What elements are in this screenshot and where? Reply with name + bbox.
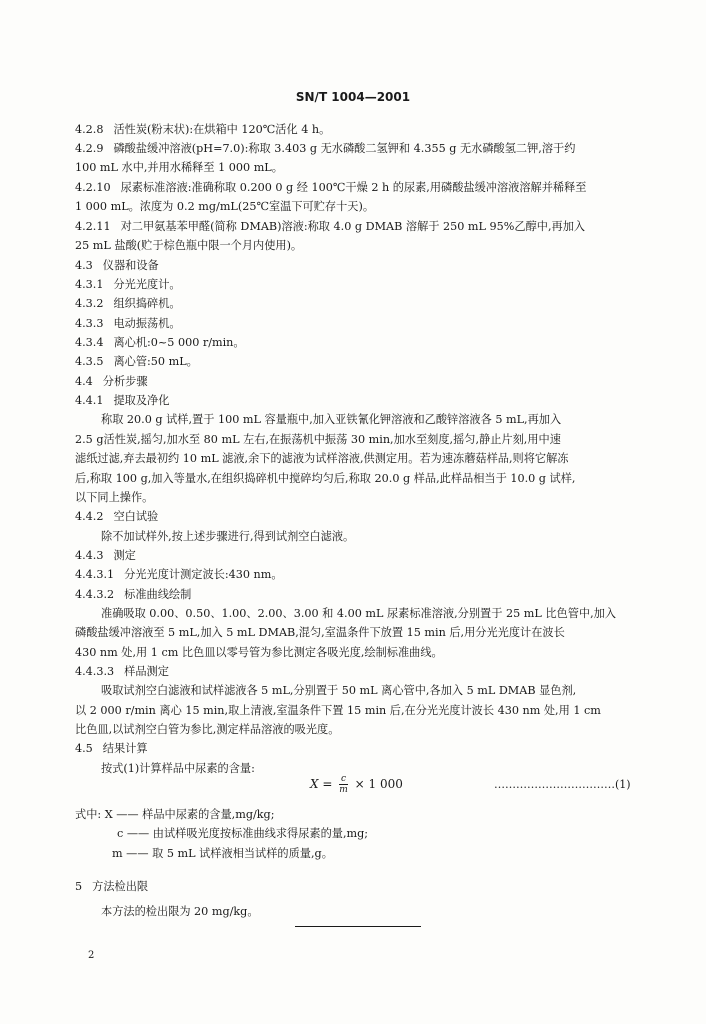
clause-4-2-11: 4.2.11 对二甲氨基苯甲醛(简称 DMAB)溶液:称取 4.0 g DMAB 溶解于 250 mL 95%乙醇中,再加入 xyxy=(75,220,586,233)
clause-4-4-3: 4.4.3 测定 xyxy=(75,549,136,562)
clause-4-3-4: 4.3.4 离心机:0~5 000 r/min。 xyxy=(75,336,245,349)
paragraph-line: 吸取试剂空白滤液和试样滤液各 5 mL,分别置于 50 mL 离心管中,各加入 5 mL DMAB 显色剂, xyxy=(101,684,577,697)
clause-4-4-1: 4.4.1 提取及净化 xyxy=(75,394,170,407)
equation-number: ……………………………(1) xyxy=(494,778,631,791)
paragraph-line: 后,称取 100 g,加入等量水,在组织捣碎机中搅碎均匀后,称取 20.0 g 样品,此样品相当于 10.0 g 试样, xyxy=(75,472,576,485)
paragraph-line: 磷酸盐缓冲溶液至 5 mL,加入 5 mL DMAB,混匀,室温条件下放置 15 min 后,用分光光度计在波长 xyxy=(75,626,565,639)
text-line: 1 000 mL。浓度为 0.2 mg/mL(25℃室温下可贮存十天)。 xyxy=(75,200,375,213)
variable-definition-c: c —— 由试样吸光度按标准曲线求得尿素的量,mg; xyxy=(117,827,369,840)
clause-4-2-8: 4.2.8 活性炭(粉末状):在烘箱中 120℃活化 4 h。 xyxy=(75,123,331,136)
formula-lhs: X = xyxy=(310,777,333,791)
formula-denominator: m xyxy=(339,785,348,795)
formula-1 xyxy=(310,774,403,795)
clause-4-4-3-3: 4.4.3.3 样品测定 xyxy=(75,665,169,678)
paragraph-line: 430 nm 处,用 1 cm 比色皿以零号管为参比测定各吸光度,绘制标准曲线。 xyxy=(75,646,443,659)
end-rule xyxy=(295,926,421,927)
clause-4-3-3: 4.3.3 电动振荡机。 xyxy=(75,317,181,330)
paragraph-line: 本方法的检出限为 20 mg/kg。 xyxy=(101,905,259,918)
section-4-5-heading: 4.5 结果计算 xyxy=(75,742,148,755)
formula-rhs: × 1 000 xyxy=(354,777,403,791)
standard-code-header: SN/T 1004—2001 xyxy=(295,90,411,104)
formula-numerator: c xyxy=(341,774,347,784)
paragraph-line: 以 2 000 r/min 离心 15 min,取上清液,室温条件下置 15 min 后,在分光光度计波长 430 nm 处,用 1 cm xyxy=(75,704,601,717)
clause-4-4-3-1: 4.4.3.1 分光光度计测定波长:430 nm。 xyxy=(75,568,283,581)
section-4-4-heading: 4.4 分析步骤 xyxy=(75,375,148,388)
paragraph-line: 称取 20.0 g 试样,置于 100 mL 容量瓶中,加入亚铁氰化钾溶液和乙酸锌溶液各 5 mL,再加入 xyxy=(101,413,562,426)
variable-definition-m: m —— 取 5 mL 试样液相当试样的质量,g。 xyxy=(112,847,333,860)
paragraph-line: 除不加试样外,按上述步骤进行,得到试剂空白滤液。 xyxy=(101,530,355,543)
clause-4-4-2: 4.4.2 空白试验 xyxy=(75,510,159,523)
clause-4-2-9: 4.2.9 磷酸盐缓冲溶液(pH=7.0):称取 3.403 g 无水磷酸二氢钾和 4.355 g 无水磷酸氢二钾,溶于约 xyxy=(75,142,576,155)
formula-fraction xyxy=(339,774,348,795)
clause-4-2-10: 4.2.10 尿素标准溶液:准确称取 0.200 0 g 经 100℃干燥 2 h 的尿素,用磷酸盐缓冲溶液溶解并稀释至 xyxy=(75,181,587,194)
clause-4-3-2: 4.3.2 组织捣碎机。 xyxy=(75,297,181,310)
text-line: 25 mL 盐酸(贮于棕色瓶中限一个月内使用)。 xyxy=(75,239,303,252)
variable-definition-x: 式中: X —— 样品中尿素的含量,mg/kg; xyxy=(75,808,275,821)
section-4-3-heading: 4.3 仪器和设备 xyxy=(75,259,159,272)
clause-4-4-3-2: 4.4.3.2 标准曲线绘制 xyxy=(75,588,192,601)
paragraph-line: 准确吸取 0.00、0.50、1.00、2.00、3.00 和 4.00 mL 尿素标准溶液,分别置于 25 mL 比色管中,加入 xyxy=(101,607,617,620)
clause-4-3-1: 4.3.1 分光光度计。 xyxy=(75,278,181,291)
page-number: 2 xyxy=(88,950,95,961)
paragraph-line: 按式(1)计算样品中尿素的含量: xyxy=(101,762,255,775)
paragraph-line: 2.5 g活性炭,摇匀,加水至 80 mL 左右,在振荡机中振荡 30 min,加水至刻度,摇匀,静止片刻,用中速 xyxy=(75,433,561,446)
section-5-heading: 5 方法检出限 xyxy=(75,880,149,893)
text-line: 100 mL 水中,并用水稀释至 1 000 mL。 xyxy=(75,161,283,174)
paragraph-line: 以下同上操作。 xyxy=(75,491,154,504)
paragraph-line: 比色皿,以试剂空白管为参比,测定样品溶液的吸光度。 xyxy=(75,723,340,736)
paragraph-line: 滤纸过滤,弃去最初约 10 mL 滤液,余下的滤液为试样溶液,供测定用。若为速冻蘑菇样品,则将它解冻 xyxy=(75,452,569,465)
clause-4-3-5: 4.3.5 离心管:50 mL。 xyxy=(75,355,198,368)
